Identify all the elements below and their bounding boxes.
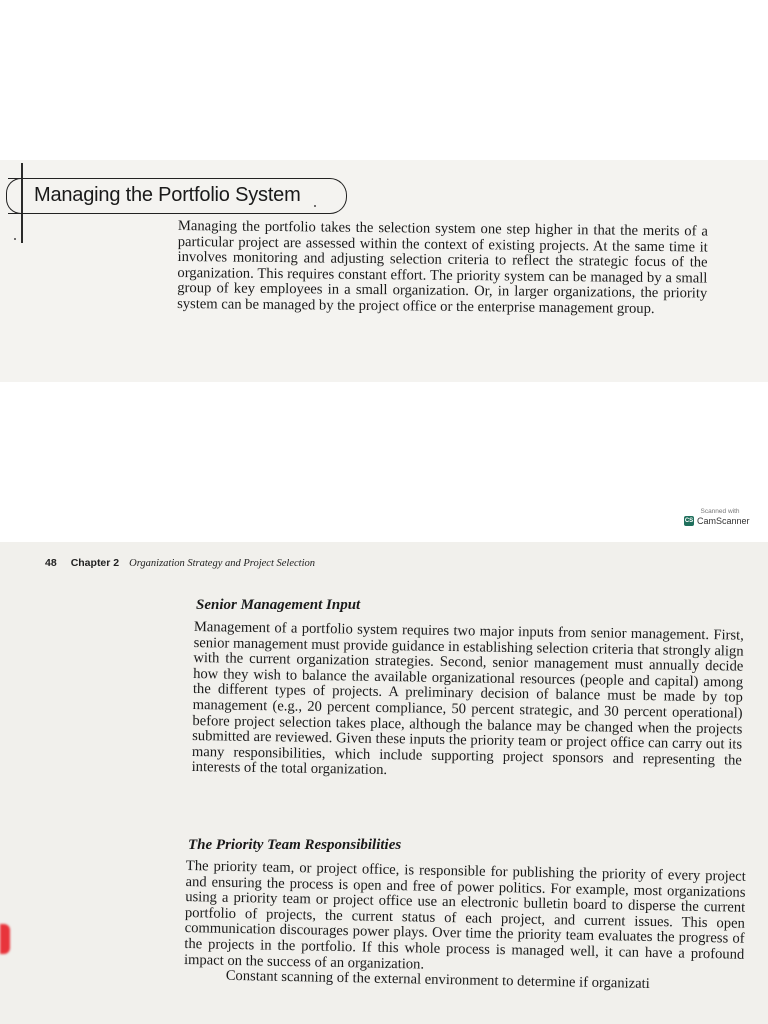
camscanner-logo-icon: CS xyxy=(684,518,694,524)
priority-team-paragraph xyxy=(184,859,746,994)
priority-team-continuation: Constant scanning of the external environment to determine if organizati xyxy=(225,967,650,993)
senior-management-heading: Senior Management Input xyxy=(196,597,361,613)
red-page-marker xyxy=(0,924,10,954)
chapter-title: Organization Strategy and Project Selection xyxy=(129,558,315,569)
watermark-badge xyxy=(684,516,756,526)
section-paragraph xyxy=(177,219,708,318)
senior-management-paragraph xyxy=(192,620,744,785)
priority-team-text: The priority team, or project office, is responsible for publishing the priority of every project and ensuring the process is open and free of power politics. For example, most organizations using a priority team or project office use an electronic bulletin board to disperse the current portfolio of projects, the current status of each project, and current issues. This open communication discourages power plays. Over time the priority team evaluates the progress of the projects in the portfolio. If this whole process is managed well, it can have a profound impact on the success of an organization. xyxy=(183,858,746,973)
section-heading: Managing the Portfolio System xyxy=(34,184,301,206)
priority-team-heading: The Priority Team Responsibilities xyxy=(188,837,402,853)
running-head xyxy=(45,557,315,569)
watermark-brand: CamScanner xyxy=(697,516,750,526)
senior-management-text: Management of a portfolio system requires two major inputs from senior management. First, senior management must provide guidance in establishing selection criteria that strongly align with the current organization strategies. Second, senior management must annually decide how they wish to balance the available organizational resources (people and capital) among the different types of projects. A preliminary decision of balance must be made by top management (e.g., 20 percent compliance, 50 percent strategic, and 30 percent operational) before project selection takes place, although the balance may be changed when the projects submitted are reviewed. Given these inputs the priority team or project office can carry out its many responsibilities, which include supporting project sponsors and representing the interests of the total organization. xyxy=(191,619,744,779)
camscanner-watermark xyxy=(684,508,756,526)
chapter-label: Chapter 2 xyxy=(70,557,120,569)
scan-speck xyxy=(314,205,316,207)
page-number: 48 xyxy=(45,557,57,569)
scan-speck xyxy=(14,238,16,240)
watermark-caption: Scanned with xyxy=(700,508,740,515)
section-paragraph-text: Managing the portfolio takes the selection system one step higher in that the merits of a particular project are assessed within the context of existing projects. At the same time it involves monitoring and adjusting selection criteria to reflect the strategic focus of the organization. This requires constant effort. The priority system can be managed by a small group of key employees in a small organization. Or, in larger organizations, the priority system can be managed by the project office or the enterprise management group. xyxy=(177,218,708,317)
